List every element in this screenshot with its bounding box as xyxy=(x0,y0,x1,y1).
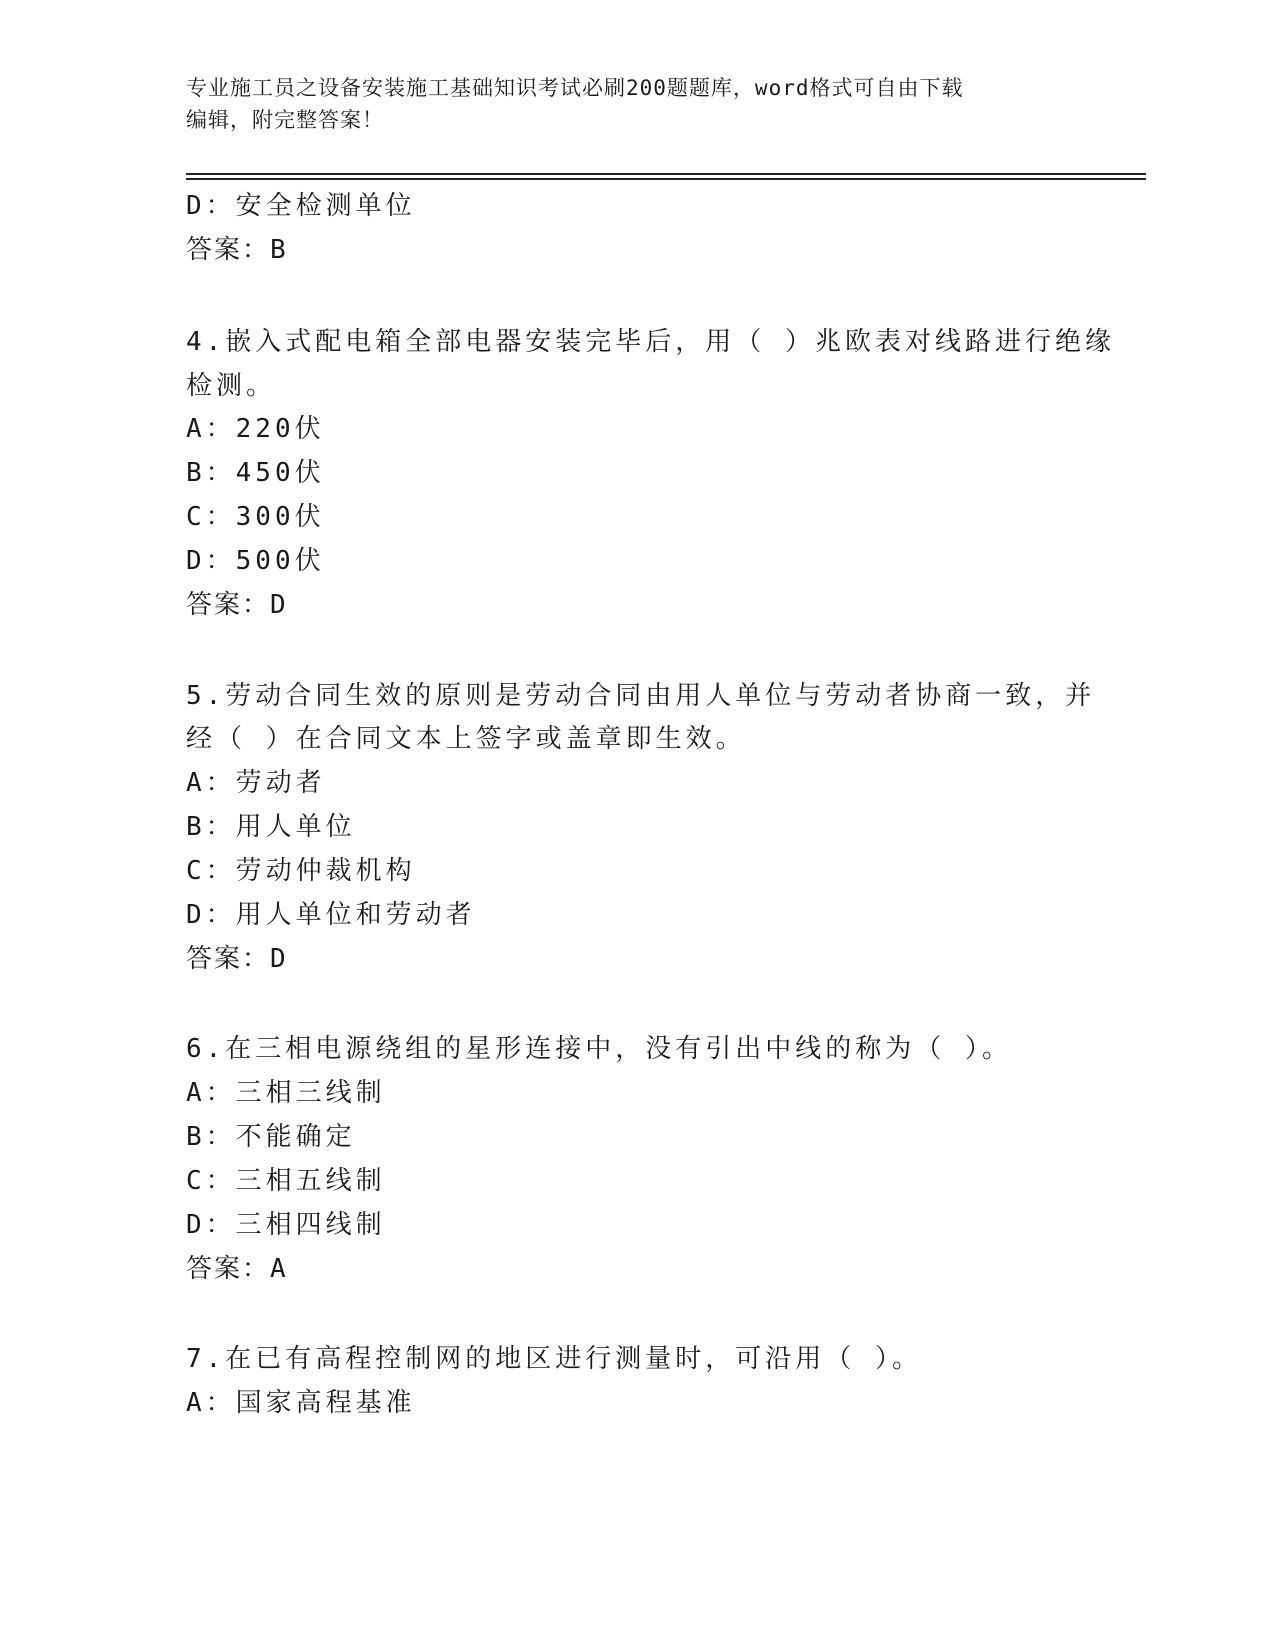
q5-option-a: A：劳动者 xyxy=(186,768,326,798)
q4-option-c: C：300伏 xyxy=(186,502,325,532)
q6-stem-line-1: 6.在三相电源绕组的星形连接中，没有引出中线的称为（ ）。 xyxy=(186,1034,1012,1064)
header-divider-bottom xyxy=(186,178,1146,180)
q7-option-a: A：国家高程基准 xyxy=(186,1388,416,1418)
q5-answer: 答案：D xyxy=(186,944,288,974)
q4-option-d: D：500伏 xyxy=(186,546,325,576)
header-line-2: 编辑，附完整答案！ xyxy=(186,108,384,132)
q7-stem-line-1: 7.在已有高程控制网的地区进行测量时，可沿用（ ）。 xyxy=(186,1344,922,1374)
q5-stem-line-1: 5.劳动合同生效的原则是劳动合同由用人单位与劳动者协商一致，并 xyxy=(186,681,1096,711)
q3-option-d: D：安全检测单位 xyxy=(186,191,416,221)
header-line-1: 专业施工员之设备安装施工基础知识考试必刷200题题库，word格式可自由下载 xyxy=(186,76,964,100)
q6-option-d: D：三相四线制 xyxy=(186,1210,386,1240)
q4-stem-line-2: 检测。 xyxy=(186,371,277,401)
q5-option-b: B：用人单位 xyxy=(186,812,356,842)
q5-stem-line-2: 经（ ）在合同文本上签字或盖章即生效。 xyxy=(186,724,746,754)
q5-option-c: C：劳动仲裁机构 xyxy=(186,856,416,886)
q6-option-b: B：不能确定 xyxy=(186,1122,356,1152)
q4-answer: 答案：D xyxy=(186,590,288,620)
q5-option-d: D：用人单位和劳动者 xyxy=(186,900,476,930)
q6-option-c: C：三相五线制 xyxy=(186,1166,386,1196)
q3-answer: 答案：B xyxy=(186,235,288,265)
q4-stem-line-1: 4.嵌入式配电箱全部电器安装完毕后，用（ ）兆欧表对线路进行绝缘 xyxy=(186,327,1115,357)
document-header xyxy=(186,72,1086,136)
q4-option-b: B：450伏 xyxy=(186,458,325,488)
q6-answer: 答案：A xyxy=(186,1254,288,1284)
header-divider-top xyxy=(186,173,1146,175)
q4-option-a: A：220伏 xyxy=(186,414,325,444)
q6-option-a: A：三相三线制 xyxy=(186,1078,386,1108)
